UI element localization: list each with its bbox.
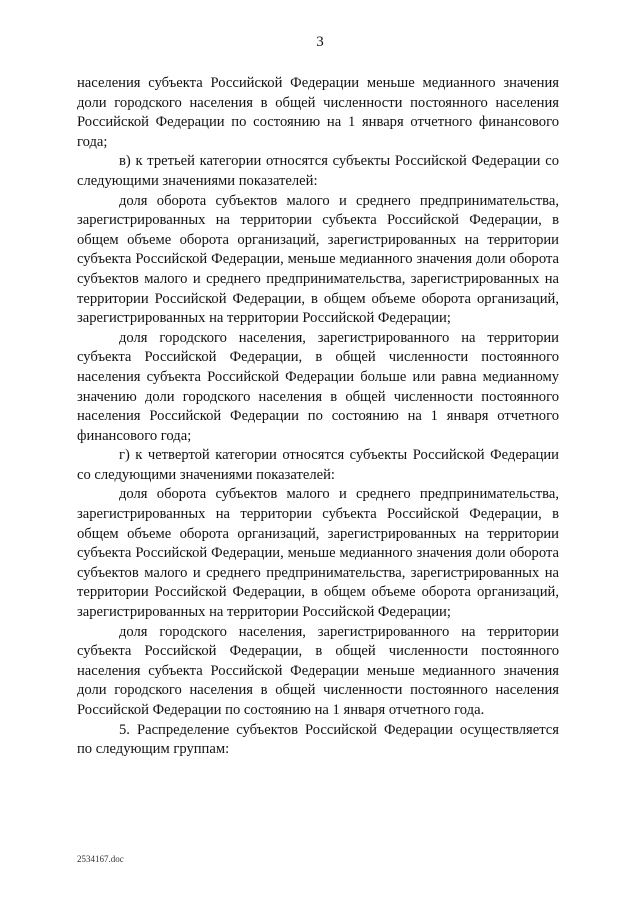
paragraph-category-3-urban: доля городского населения, зарегистрированного на территории субъекта Российской Федерации, в общей численности постоянного населения субъекта Российской Федерации больше или равна медианному значению доли городского населения в общей численности постоянного населения Российской Федерации по состоянию на 1 января отчетного финансового года; bbox=[77, 329, 559, 444]
paragraph-category-3: в) к третьей категории относятся субъекты Российской Федерации со следующими значениями показателей: bbox=[77, 153, 559, 189]
page-number: 3 bbox=[316, 34, 324, 50]
paragraph-category-4: г) к четвертой категории относятся субъекты Российской Федерации со следующими значениями показателей: bbox=[77, 447, 559, 483]
paragraph-category-4-turnover: доля оборота субъектов малого и среднего предпринимательства, зарегистрированных на территории субъекта Российской Федерации, в общем объеме оборота организаций, зарегистрированных на территории субъекта Российской Федерации, меньше медианного значения доли оборота субъектов малого и среднего предпринимательства, зарегистрированных на территории Российской Федерации, в общем объеме оборота организаций, зарегистрированных на территории Российской Федерации; bbox=[77, 486, 559, 621]
paragraph-category-4-urban: доля городского населения, зарегистрированного на территории субъекта Российской Федерации, в общей численности постоянного населения субъекта Российской Федерации меньше медианного значения доли городского населения в общей численности постоянного населения Российской Федерации по состоянию на 1 января отчетного года. bbox=[77, 623, 559, 718]
paragraph-continuation: населения субъекта Российской Федерации меньше медианного значения доли городского населения в общей численности постоянного населения Российской Федерации по состоянию на 1 января отчетного финансового года; bbox=[77, 75, 559, 150]
paragraph-section-5: 5. Распределение субъектов Российской Федерации осуществляется по следующим группам: bbox=[77, 721, 559, 758]
paragraph-category-3-turnover: доля оборота субъектов малого и среднего предпринимательства, зарегистрированных на территории субъекта Российской Федерации, в общем объеме оборота организаций, зарегистрированных на территории субъекта Российской Федерации, меньше медианного значения доли оборота субъектов малого и среднего предпринимательства, зарегистрированных на территории Российской Федерации, в общем объеме оборота организаций, зарегистрированных на территории Российской Федерации; bbox=[77, 192, 559, 327]
document-body bbox=[77, 74, 559, 760]
footer-file-code: 2534167.doc bbox=[77, 854, 124, 864]
